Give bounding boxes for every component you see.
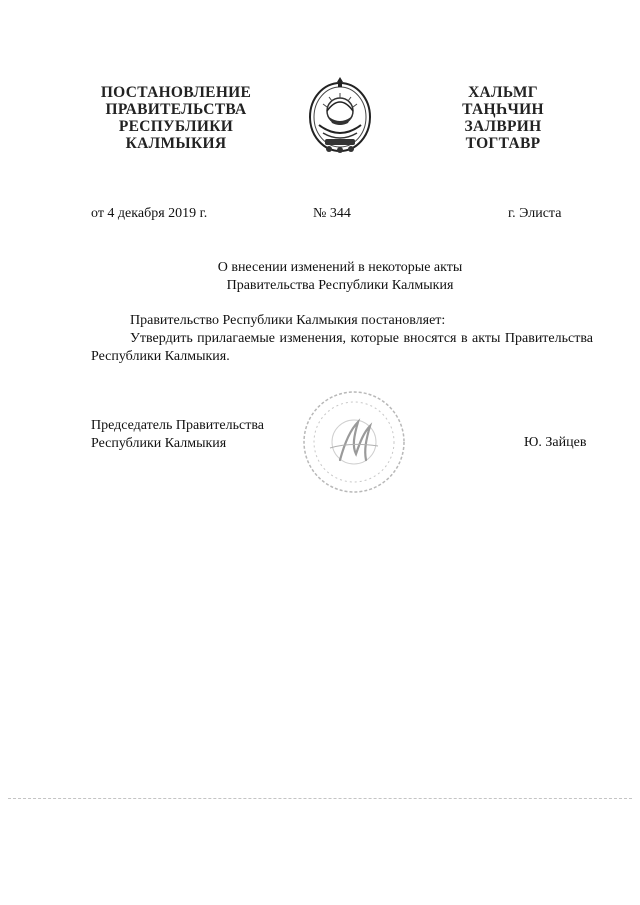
header-right-line-4: ТОГТАВР <box>465 135 541 152</box>
header-right-line-3: ЗАЛВРИН <box>464 118 542 135</box>
document-city: г. Элиста <box>508 206 562 221</box>
header-right-line-2: ТАҢҺЧИН <box>462 101 544 118</box>
document-title <box>150 259 530 295</box>
signature-position-line-1: Председатель Правительства <box>91 418 264 433</box>
header-left-line-2: ПРАВИТЕЛЬСТВА <box>105 101 247 118</box>
header-left-line-3: РЕСПУБЛИКИ <box>118 118 234 135</box>
header-right-title <box>448 84 558 152</box>
official-seal-icon <box>300 388 408 496</box>
header-right-line-1: ХАЛЬМГ <box>468 84 538 101</box>
title-line-1: О внесении изменений в некоторые акты <box>217 260 463 275</box>
header-left-line-4: КАЛМЫКИЯ <box>125 135 227 152</box>
document-date: от 4 декабря 2019 г. <box>91 206 208 221</box>
signature-position-line-2: Республики Калмыкия <box>91 436 227 451</box>
scan-artifact-divider <box>8 798 632 799</box>
signer-name: Ю. Зайцев <box>524 435 587 450</box>
document-number: № 344 <box>313 206 351 221</box>
body-paragraph-1: Правительство Республики Калмыкия постановляет: <box>130 313 446 328</box>
title-line-2: Правительства Республики Калмыкия <box>226 278 454 293</box>
header-left-title <box>96 84 256 152</box>
signature-position <box>91 417 264 453</box>
body-paragraph-2: Утвердить прилагаемые изменения, которые вносятся в акты Правительства Республики Калмыкия. <box>91 331 593 364</box>
header-left-line-1: ПОСТАНОВЛЕНИЕ <box>100 84 252 101</box>
coat-of-arms-kalmykia-icon <box>305 73 375 157</box>
